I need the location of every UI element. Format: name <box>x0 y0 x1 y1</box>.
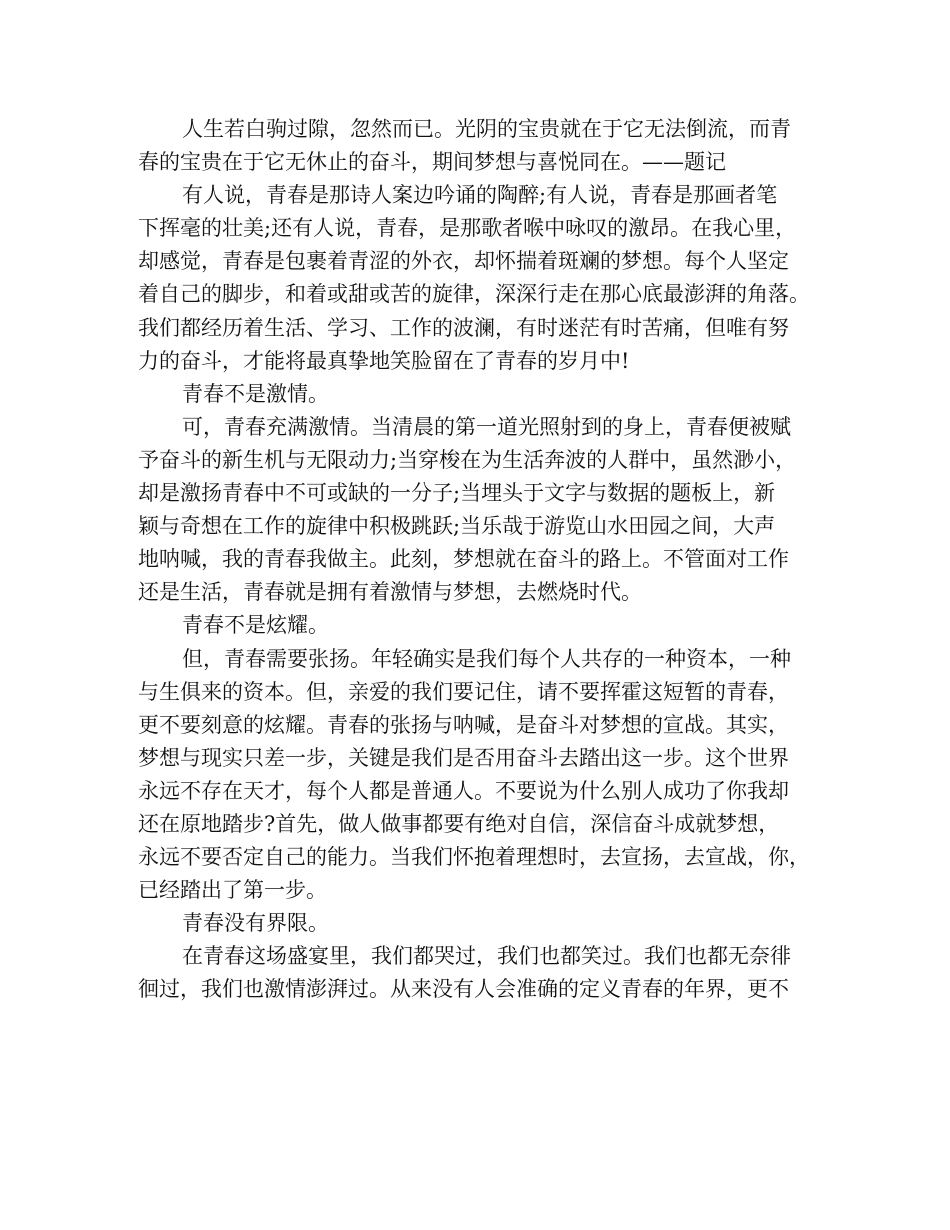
text-line: 人生若白驹过隙，忽然而已。光阴的宝贵就在于它无法倒流，而青 <box>182 117 791 141</box>
text-line: 却是激扬青春中不可或缺的一分子;当埋头于文字与数据的题板上，新 <box>138 481 776 506</box>
text-line: 青春不是激情。 <box>182 381 329 406</box>
text-line: 青春没有界限。 <box>182 911 329 936</box>
text-line: 颖与奇想在工作的旋律中积极跳跃;当乐哉于游览山水田园之间，大声 <box>138 514 776 539</box>
text-line: 予奋斗的新生机与无限动力;当穿梭在为生活奔波的人群中，虽然渺小， <box>138 447 797 472</box>
text-line: 梦想与现实只差一步，关键是我们是否用奋斗去踏出这一步。这个世界 <box>138 745 789 770</box>
document-body <box>138 113 828 1007</box>
text-line: 却感觉，青春是包裹着青涩的外衣，却怀揣着斑斓的梦想。每个人坚定 <box>138 249 789 274</box>
text-line: 还是生活，青春就是拥有着激情与梦想，去燃烧时代。 <box>138 580 642 605</box>
text-line: 可，青春充满激情。当清晨的第一道光照射到的身上，青春便被赋 <box>182 414 791 439</box>
text-line: 永远不要否定自己的能力。当我们怀抱着理想时，去宣扬，去宣战，你， <box>138 845 810 870</box>
text-line: 但，青春需要张扬。年轻确实是我们每个人共存的一种资本，一种 <box>182 646 791 671</box>
text-line: 与生俱来的资本。但，亲爱的我们要记住，请不要挥霍这短暂的青春， <box>138 679 789 704</box>
text-line: 下挥毫的壮美;还有人说，青春，是那歌者喉中咏叹的激昂。在我心里， <box>138 216 797 241</box>
text-line: 在青春这场盛宴里，我们都哭过，我们也都笑过。我们也都无奈徘 <box>182 944 791 969</box>
text-line: 有人说，青春是那诗人案边吟诵的陶醉;有人说，青春是那画者笔 <box>182 183 778 208</box>
text-line: 已经踏出了第一步。 <box>138 878 327 903</box>
text-line: 永远不存在天才，每个人都是普通人。不要说为什么别人成功了你我却 <box>138 778 789 803</box>
text-line: 着自己的脚步，和着或甜或苦的旋律，深深行走在那心底最澎湃的角落。 <box>138 282 810 307</box>
text-line: 我们都经历着生活、学习、工作的波澜，有时迷茫有时苦痛，但唯有努 <box>138 315 789 340</box>
text-line: 青春不是炫耀。 <box>182 613 329 638</box>
text-line: 春的宝贵在于它无休止的奋斗，期间梦想与喜悦同在。——题记 <box>138 150 726 175</box>
text-line: 地呐喊，我的青春我做主。此刻，梦想就在奋斗的路上。不管面对工作 <box>138 547 789 572</box>
text-line: 力的奋斗，才能将最真挚地笑脸留在了青春的岁月中! <box>138 348 630 373</box>
text-line: 徊过，我们也激情澎湃过。从来没有人会准确的定义青春的年界，更不 <box>138 977 789 1002</box>
text-line: 更不要刻意的炫耀。青春的张扬与呐喊，是奋斗对梦想的宣战。其实， <box>138 712 789 737</box>
text-line: 还在原地踏步?首先，做人做事都要有绝对自信，深信奋斗成就梦想， <box>138 811 780 836</box>
